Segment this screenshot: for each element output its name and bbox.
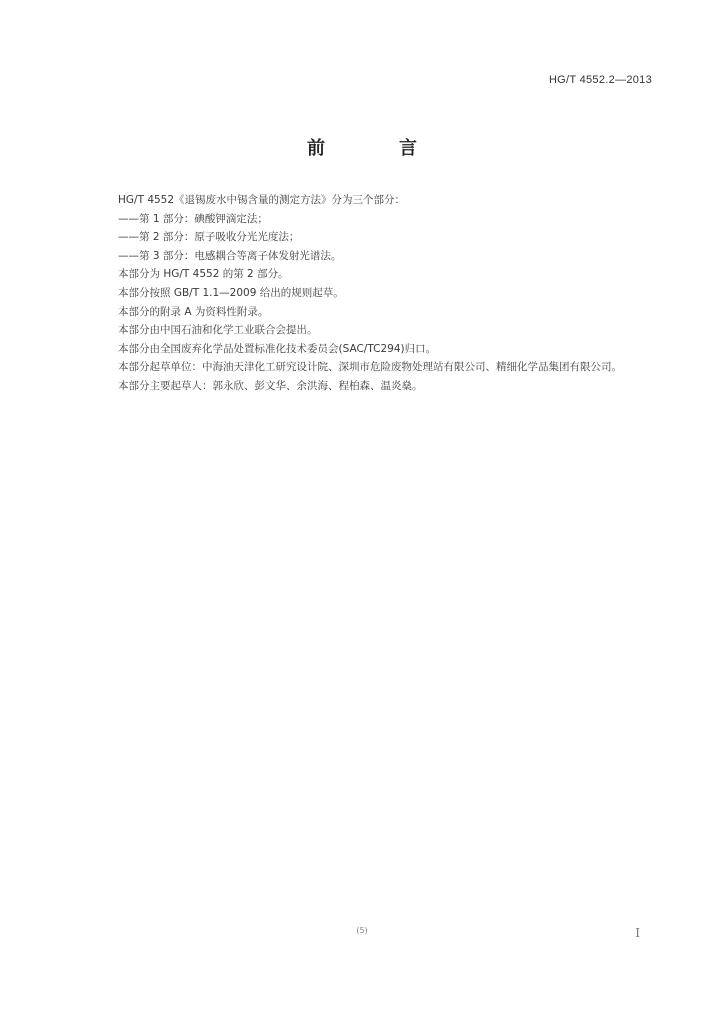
paragraph: 本部分起草单位：中海油天津化工研究设计院、深圳市危险废物处理站有限公司、精细化学品集团有限公司。 xyxy=(118,361,622,374)
list-item: ——第 3 部分：电感耦合等离子体发射光谱法。 xyxy=(118,249,342,262)
paragraph: 本部分按照 GB/T 1.1—2009 给出的规则起草。 xyxy=(118,286,344,299)
paragraph: 本部分由全国废弃化学品处置标准化技术委员会(SAC/TC294)归口。 xyxy=(118,342,437,355)
paragraph: 本部分由中国石油和化学工业联合会提出。 xyxy=(118,324,318,337)
paragraph: HG/T 4552《退锡废水中锡含量的测定方法》分为三个部分： xyxy=(118,194,406,206)
foreword-body xyxy=(94,191,654,396)
list-item: ——第 2 部分：原子吸收分光光度法； xyxy=(118,231,300,244)
paragraph: 本部分为 HG/T 4552 的第 2 部分。 xyxy=(118,268,289,281)
page-number: I xyxy=(635,926,640,940)
standard-code: HG/T 4552.2—2013 xyxy=(548,74,652,86)
list-item: ——第 1 部分：碘酸钾滴定法； xyxy=(118,212,268,225)
page-title: 前 言 xyxy=(307,138,445,159)
paragraph: 本部分主要起草人：郭永欣、彭文华、余洪海、程柏森、温炎燊。 xyxy=(118,379,423,392)
center-page-mark: (5) xyxy=(356,926,368,935)
paragraph: 本部分的附录 A 为资料性附录。 xyxy=(118,305,269,318)
